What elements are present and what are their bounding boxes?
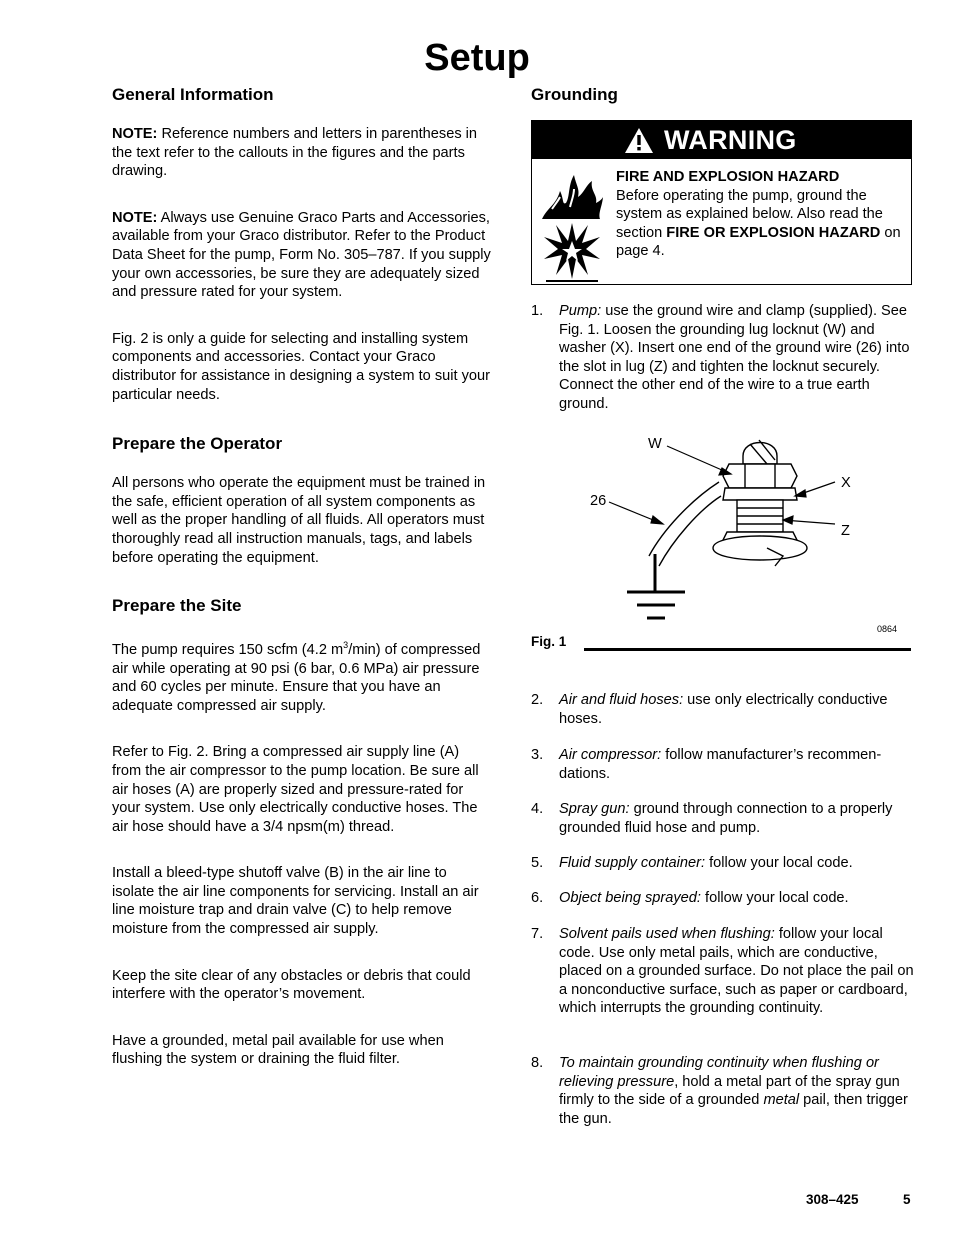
item-body: use only electrically conductive hoses. [559,692,888,727]
note-text: Always use Genuine Graco Parts and Accessories, available from your Graco distributor. Refer to the Product Data Sheet for the pump, Form No. 305–787. If you supply your own accessories, be sure they are adequately sized and pressure rated for your system. [112,209,491,301]
item-lead: Solvent pails used when flushing: [559,926,775,942]
warning-box [531,120,912,285]
item-number: 2. [531,692,544,708]
prepare-site-heading: Prepare the Site [112,596,242,616]
fig2-guide-paragraph: Fig. 2 is only a guide for selecting and installing system components and accessories. Contact your Graco distributor for assistance in designing a system to suit your particular needs. [112,330,490,403]
grounding-heading: Grounding [531,85,618,104]
callout-26: 26 [590,493,607,509]
grounding-lug-figure [531,420,914,635]
note-text: Reference numbers and letters in parentheses in the text refer to the callouts in the figures and the parts drawing. [112,126,478,180]
item-lead: Air and fluid hoses: [559,692,684,708]
page-title: Setup [424,37,530,79]
item-body: follow your local code. Use only metal pails, which are conductive, placed on a grounded surface. Do not place the pail on a nonconductive surface, such as paper or cardboard, which interrupts the grounding continuity. [559,926,914,1017]
warning-triangle-icon [624,127,654,154]
superscript: 3 [343,640,349,651]
site-clear-paragraph: Keep the site clear of any obstacles or debris that could interfere with the operator’s movement. [112,967,471,1003]
explosion-hazard-icon [542,219,602,283]
hazard-text-part: on page 4. [616,224,901,260]
general-information-heading: General Information [112,85,274,104]
item-lead: Air compressor: [559,747,662,763]
item-number: 6. [531,890,544,906]
note-label: NOTE: [112,126,158,142]
item-body: follow your local code. [705,855,853,871]
item-text [559,691,914,728]
callout-w: W [648,436,662,452]
hazard-title: FIRE AND EXPLOSION HAZARD [616,169,840,185]
hazard-section-ref: FIRE OR EXPLOSION HAZARD [666,224,881,241]
site-pail-paragraph: Have a grounded, metal pail available for use when flushing the system or draining the fluid filter. [112,1032,444,1068]
item-number: 7. [531,926,544,942]
item-number: 8. [531,1055,544,1071]
item-text [559,746,914,783]
item-lead: To maintain grounding continuity when flushing or relieving pressure [559,1055,879,1090]
figure-code: 0864 [877,624,898,634]
callout-x: X [841,475,851,491]
site-text: /min) of compressed air while operating at 90 psi (6 bar, 0.6 MPa) air pressure and 60 cycles per minute. Ensure that you have an adequate compressed air supply. [112,641,481,714]
hazard-text [616,187,906,261]
site-text: The pump requires 150 scfm (4.2 m [112,641,344,658]
item-lead: Pump: [559,303,602,319]
prepare-operator-heading: Prepare the Operator [112,434,283,454]
warning-title: WARNING [664,124,797,155]
item-body: use the ground wire and clamp (supplied). See Fig. 1. Loosen the grounding lug locknut (W) and washer (X). Insert one end of the ground wire (26) into the slot in lug (Z) and tighten the locknut securely. Connect the other end of the wire to a true earth ground. [559,303,910,412]
item-text [559,800,914,837]
item-body: follow manufacturer’s recommendations. [559,747,882,782]
item-lead: Object being sprayed: [559,890,701,906]
figure-caption: Fig. 1 [531,634,567,649]
form-number: 308–425 [806,1192,859,1207]
item-text [559,925,914,1018]
item-number: 5. [531,855,544,871]
note-label: NOTE: [112,209,158,226]
site-air-requirement-paragraph [112,636,492,715]
hazard-text-part: Before operating the pump, ground the system as explained below. Also read the section [616,187,883,241]
site-air-supply-paragraph: Refer to Fig. 2. Bring a compressed air supply line (A) from the air compressor to the pump location. Be sure all air hoses (A) are properly sized and pressure-rated for your system. Use only electrically conductive hoses. The air hose should have a 3/4 npsm(m) thread. [112,744,479,835]
item-body: , hold a metal part of the spray gun firmly to the side of a grounded [559,1073,900,1109]
item-body: follow your local code. [700,890,849,906]
item-body: pail, then trigger the gun. [559,1092,908,1127]
item-lead: Spray gun: [559,801,630,817]
note-genuine-parts-paragraph [112,209,492,302]
item-text [559,889,914,908]
figure-rule [584,648,911,651]
item-text [559,1054,914,1128]
callout-z: Z [841,523,850,539]
item-number: 4. [531,801,544,817]
item-body: ground through connection to a properly grounded fluid hose and pump. [559,801,893,836]
item-emphasis: metal [763,1092,800,1109]
page-number: 5 [903,1192,911,1207]
site-shutoff-valve-paragraph: Install a bleed-type shutoff valve (B) in the air line to isolate the air line components for servicing. Install an air line moisture trap and drain valve (C) to help remove moisture from the compressed air supply. [112,865,479,938]
left-column [112,84,492,1069]
item-text [559,854,914,873]
warning-body [616,168,906,261]
item-text [559,302,914,414]
operator-paragraph: All persons who operate the equipment must be trained in the safe, efficient operation of all system components as well as the proper handling of all fluids. All operators must thoroughly read all instruction manuals, tags, and labels before operating the equipment. [112,475,486,566]
item-number: 1. [531,303,544,319]
item-number: 3. [531,747,544,763]
right-column [531,84,914,106]
note-reference-paragraph [112,125,492,181]
item-lead: Fluid supply container: [559,855,706,871]
warning-header [532,121,911,159]
